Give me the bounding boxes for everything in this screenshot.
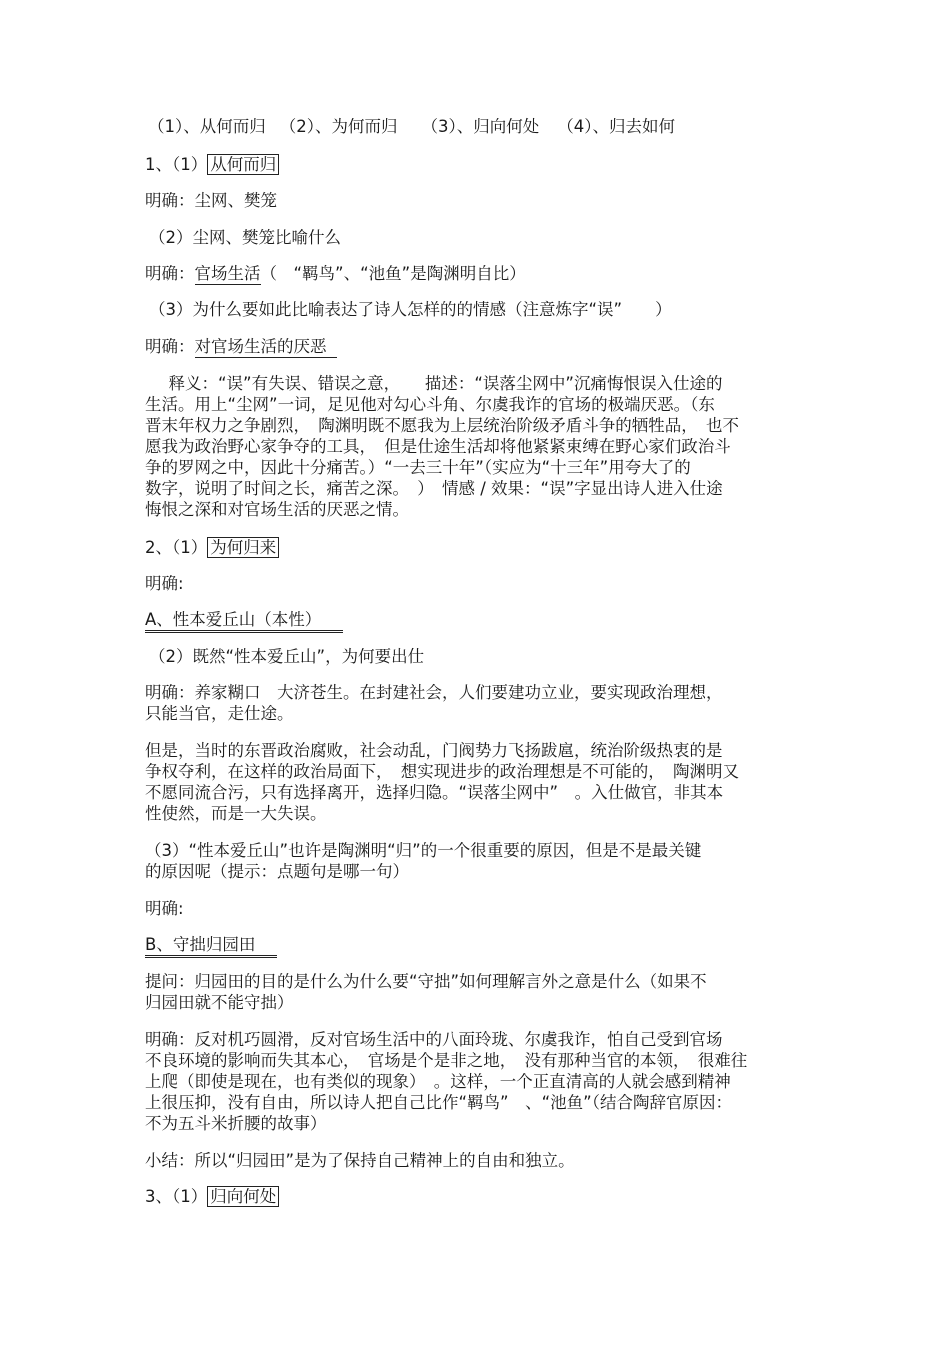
section2-summary: 小结：所以“归园田”是为了保持自己精神上的自由和独立。 xyxy=(145,1151,575,1170)
section2-heading xyxy=(145,537,279,558)
overview-q3: （3）、归向何处 xyxy=(421,117,540,136)
paragraph-line: 争的罗网之中，因此十分痛苦。）“一去三十年”（实应为“十三年”用夸大了的 xyxy=(145,458,691,477)
paragraph-line: 释义：“误”有失误、错误之意， 描述：“误落尘网中”沉痛悔恨误入仕途的 xyxy=(152,374,723,393)
point-b-text: B、守拙归园田 xyxy=(145,935,277,958)
paragraph-line: 明确：养家糊口 大济苍生。在封建社会，人们要建功立业，要实现政治理想， xyxy=(145,683,723,702)
paragraph-line: 争权夺利，在这样的政治局面下， 想实现进步的政治理想是不可能的， 陶渊明又 xyxy=(145,762,739,781)
paragraph-line: 但是，当时的东晋政治腐败，社会动乱，门阀势力飞扬跋扈，统治阶级热衷的是 xyxy=(145,741,723,760)
section2-number: 2、（1） xyxy=(145,538,208,557)
paragraph-line: 不愿同流合污，只有选择离开，选择归隐。“误落尘网中” 。入仕做官，非其本 xyxy=(145,783,724,802)
section1-answer3-underlined: 对官场生活的厌恶 xyxy=(195,337,337,358)
section3-number: 3、（1） xyxy=(145,1187,208,1206)
paragraph-line: 的原因呢（提示：点题句是哪一句） xyxy=(145,862,409,881)
section1-answer2-label: 明确： xyxy=(145,264,195,283)
section2-answer-label: 明确: xyxy=(145,574,184,593)
section3-title-box: 归向何处 xyxy=(207,1186,279,1207)
section2-title-box: 为何归来 xyxy=(207,537,279,558)
section1-answer1: 明确：尘网、樊笼 xyxy=(145,191,277,210)
section1-answer2-underlined: 官场生活 xyxy=(194,264,261,283)
paragraph-line: 不为五斗米折腰的故事） xyxy=(145,1114,327,1133)
section1-question3: （3）为什么要如此比喻表达了诗人怎样的的情感（注意炼字“误” ） xyxy=(149,300,672,319)
section2-point-a xyxy=(145,609,343,630)
overview-q1: （1）、从何而归 xyxy=(148,117,266,136)
section1-answer3 xyxy=(145,336,337,357)
section1-question2: （2）尘网、樊笼比喻什么 xyxy=(149,228,341,247)
paragraph-line: 上很压抑，没有自由，所以诗人把自己比作“羁鸟” 、“池鱼”（结合陶辞官原因： xyxy=(145,1093,732,1112)
point-a-text: A、性本爱丘山（本性） xyxy=(145,610,343,633)
paragraph-line: 明确：反对机巧圆滑，反对官场生活中的八面玲珑、尔虞我诈，怕自己受到官场 xyxy=(145,1030,723,1049)
paragraph-line: 归园田就不能守拙） xyxy=(145,993,294,1012)
section2-answer3-label: 明确: xyxy=(145,899,184,918)
paragraph-line: 上爬（即使是现在，也有类似的现象） 。这样，一个正直清高的人就会感到精神 xyxy=(145,1072,731,1091)
paragraph-line: 数字，说明了时间之长，痛苦之深。 ） 情感 / 效果：“误”字显出诗人进入仕途 xyxy=(145,479,723,498)
overview-q4: （4）、归去如何 xyxy=(557,117,675,136)
section3-heading xyxy=(145,1186,279,1207)
section1-answer2 xyxy=(145,263,526,284)
overview-q2: （2）、为何而归 xyxy=(279,117,398,136)
section1-answer3-label: 明确： xyxy=(145,337,195,356)
paragraph-line: 性使然，而是一大失误。 xyxy=(145,804,327,823)
paragraph-line: （3）“性本爱丘山”也许是陶渊明“归”的一个很重要的原因，但是不是最关键 xyxy=(145,841,702,860)
section1-title-box: 从何而归 xyxy=(207,154,279,175)
paragraph-line: 提问：归园田的目的是什么为什么要“守拙”如何理解言外之意是什么（如果不 xyxy=(145,972,707,991)
paragraph-line: 愿我为政治野心家争夺的工具， 但是仕途生活却将他紧紧束缚在野心家们政治斗 xyxy=(145,437,731,456)
paragraph-line: 晋末年权力之争剧烈， 陶渊明既不愿我为上层统治阶级矛盾斗争的牺牲品， 也不 xyxy=(145,416,739,435)
paragraph-line: 不良环境的影响而失其本心， 官场是个是非之地， 没有那种当官的本领， 很难往 xyxy=(145,1051,748,1070)
section1-number: 1、（1） xyxy=(145,155,208,174)
overview-questions xyxy=(148,116,675,137)
paragraph-line: 生活。用上“尘网”一词，足见他对勾心斗角、尔虞我诈的官场的极端厌恶。（东 xyxy=(145,395,715,414)
section1-heading xyxy=(145,154,279,175)
section2-point-b xyxy=(145,934,277,955)
section2-question2: （2）既然“性本爱丘山”，为何要出仕 xyxy=(149,647,425,666)
section1-answer2-rest: （ “羁鸟”、“池鱼”是陶渊明自比） xyxy=(260,264,526,283)
paragraph-line: 只能当官，走仕途。 xyxy=(145,704,294,723)
paragraph-line: 悔恨之深和对官场生活的厌恶之情。 xyxy=(145,500,409,519)
